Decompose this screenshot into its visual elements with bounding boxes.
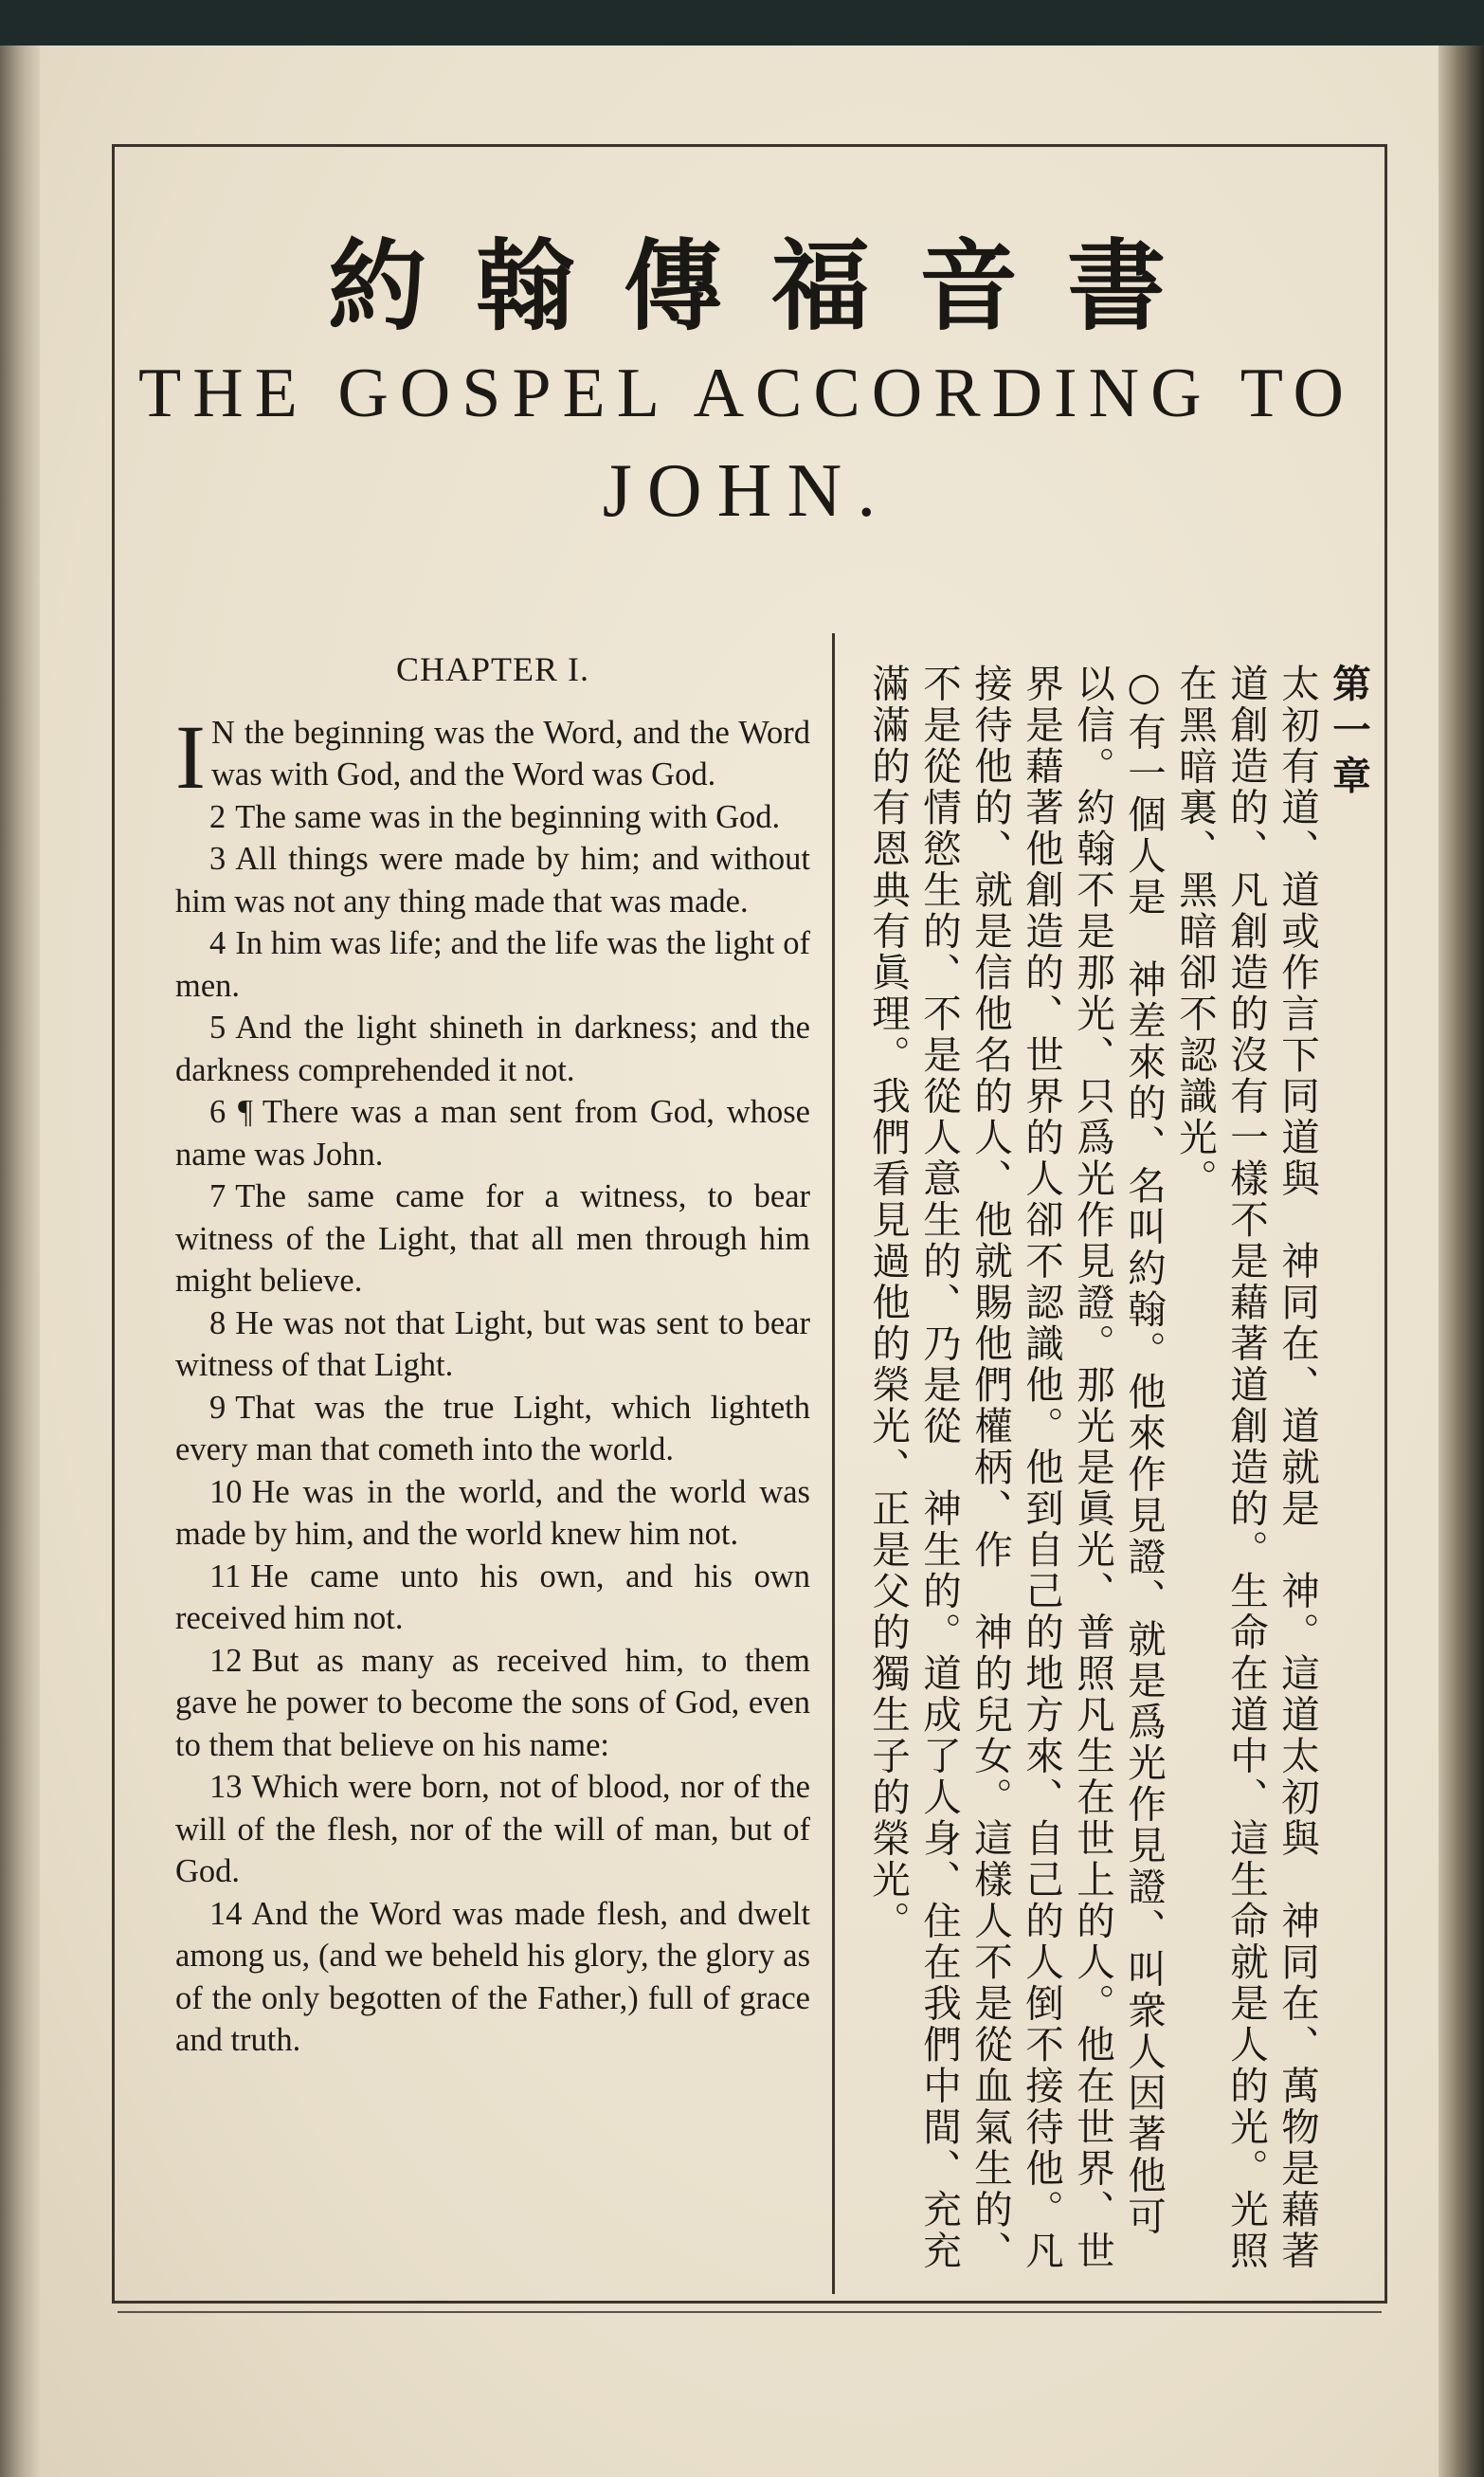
column-divider — [832, 633, 835, 2294]
verse-number: 8 — [209, 1304, 226, 1341]
page-edge-stack — [1439, 46, 1484, 2477]
verse-1 — [175, 705, 810, 808]
verse-7 — [175, 1175, 810, 1302]
book-gutter — [0, 46, 40, 2477]
verse-text: But as many as received him, to them gave he power to become the sons of God, even to them that believe on his name: — [175, 1642, 810, 1763]
verse-10 — [175, 1471, 810, 1556]
verse-text: The same was in the beginning with God. — [235, 798, 781, 835]
verse-12 — [175, 1640, 810, 1767]
chinese-chapter-heading: 第一章 — [1326, 664, 1371, 802]
chinese-paragraph-2: ○有一個人是 神差來的、名叫約翰。他來作見證、就是爲光作見證、叫衆人因著他可以信。約翰不是那光、只爲光作見證。那光是眞光、普照凡生在世上的人。他在世界、世界是藉著他創造的、世界的人卻不認識他。他到自己的地方來、自己的人倒不接待他。凡接待他的、就是信他名的人、他就賜他們權柄、作 神的兒女。這樣人不是從血氣生的、不是從情慾生的、不是從人意生的、乃是從 神生的。道成了人身、住在我們中間、充充滿滿的有恩典有眞理。我們看見過他的榮光、正是父的獨生子的榮光。 — [865, 664, 1167, 2272]
verse-number: 7 — [209, 1178, 226, 1214]
verse-number: 11 — [209, 1557, 242, 1594]
verse-number: 13 — [209, 1769, 243, 1805]
english-chapter-heading: CHAPTER I. — [395, 650, 589, 688]
chinese-book-title: 約翰傳福音書 — [327, 228, 1215, 344]
verse-number: 2 — [209, 798, 226, 835]
verse-4 — [175, 922, 810, 1007]
drop-cap: I — [175, 705, 206, 808]
verse-text: That was the true Light, which lighteth every man that cometh into the world. — [175, 1389, 810, 1467]
chinese-column — [858, 664, 1374, 2275]
verse-6 — [175, 1091, 810, 1175]
english-title-line-1: THE GOSPEL ACCORDING TO — [138, 355, 1355, 432]
verse-text: N the beginning was the Word, and the Word was with God, and the Word was God. — [210, 714, 810, 792]
verse-9 — [175, 1387, 810, 1471]
english-column — [175, 645, 810, 2294]
verse-text: He was not that Light, but was sent to bear witness of that Light. — [175, 1304, 810, 1383]
verse-number: 10 — [209, 1473, 243, 1510]
verse-8 — [175, 1302, 810, 1387]
verse-5 — [175, 1007, 810, 1091]
verse-2 — [175, 796, 810, 839]
verse-text: All things were made by him; and without him was not any thing made that was made. — [175, 841, 810, 920]
verse-text: Which were born, not of blood, nor of the will of the flesh, nor of the will of man, but of God. — [175, 1769, 810, 1889]
verse-number: 6 ¶ — [209, 1094, 253, 1130]
verse-number: 4 — [209, 925, 226, 961]
verse-number: 5 — [209, 1010, 226, 1046]
book-top-edge — [0, 0, 1484, 46]
verse-number: 12 — [209, 1642, 243, 1679]
verse-text: And the light shineth in darkness; and the darkness comprehended it not. — [175, 1010, 810, 1088]
verse-13 — [175, 1766, 810, 1893]
verse-number: 14 — [209, 1895, 243, 1932]
verse-14 — [175, 1893, 810, 2062]
verse-text: And the Word was made flesh, and dwelt among us, (and we beheld his glory, the glory as of the only begotten of the Father,) full of grace and truth. — [175, 1895, 810, 2058]
verse-number: 9 — [209, 1389, 226, 1426]
verse-number: 3 — [209, 841, 226, 877]
bottom-rule — [118, 2311, 1382, 2313]
verse-text: The same came for a witness, to bear witness of the Light, that all men through him might believe. — [175, 1178, 810, 1299]
verse-11 — [175, 1556, 810, 1640]
verse-text: He came unto his own, and his own received him not. — [175, 1557, 810, 1636]
chinese-paragraph-1: 太初有道、道或作言下同道與 神同在、道就是 神。這道太初與 神同在、萬物是藉著道創造的、凡創造的沒有一樣不是藉著道創造的。生命在道中、這生命就是人的光。光照在黑暗裏、黑暗卻不認識光。 — [1172, 664, 1320, 2272]
verse-text: He was in the world, and the world was made by him, and the world knew him not. — [175, 1473, 810, 1552]
verse-text: In him was life; and the life was the light of men. — [175, 925, 810, 1004]
verse-3 — [175, 838, 810, 922]
verse-text: There was a man sent from God, whose name was John. — [175, 1094, 810, 1173]
english-title-line-2: JOHN. — [602, 449, 892, 533]
